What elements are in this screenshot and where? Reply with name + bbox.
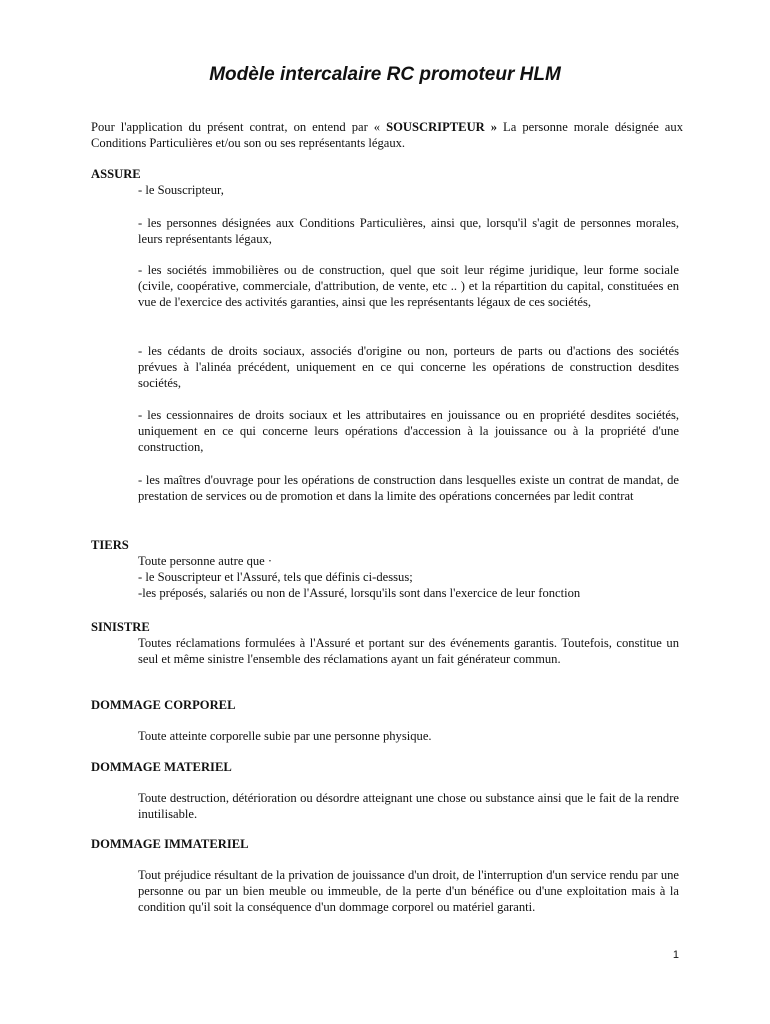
document-title: Modèle intercalaire RC promoteur HLM [209,64,561,85]
sinistre-definition: Toutes réclamations formulées à l'Assuré et portant sur des événements garantis. Toutefois, constitue un seul et même sinistre l'ensemble des réclamations ayant un fait générateur commun. [138,636,679,666]
intro-paragraph [91,119,683,151]
dommage-immateriel-definition: Tout préjudice résultant de la privation de jouissance d'un droit, de l'interruption d'un service rendu par une personne ou par un bien meuble ou immeuble, de la perte d'un bénéfice ou d'une exploitation mais à la condition qu'il soit la conséquence d'un dommage corporel ou matériel garanti. [138,868,679,914]
intro-defined-term: SOUSCRIPTEUR » [386,120,498,134]
assure-item-4: - les cédants de droits sociaux, associés d'origine ou non, porteurs de parts ou d'actions des sociétés prévues à l'alinéa précédent, uniquement en ce qui concerne les opérations de construction desdites sociétés, [138,344,679,390]
heading-dommage-corporel: DOMMAGE CORPOREL [91,698,236,712]
heading-dommage-immateriel: DOMMAGE IMMATERIEL [91,837,249,851]
heading-dommage-materiel: DOMMAGE MATERIEL [91,760,232,774]
heading-sinistre: SINISTRE [91,620,150,634]
heading-tiers: TIERS [91,538,129,552]
assure-item-6: - les maîtres d'ouvrage pour les opérations de construction dans lesquelles existe un contrat de mandat, de prestation de services ou de promotion et dans la limite des opérations concernées par ledit contrat [138,473,679,503]
assure-item-1: - le Souscripteur, [138,183,224,197]
tiers-line-1: Toute personne autre que · [138,554,273,568]
intro-text-before: Pour l'application du présent contrat, on entend par « [91,120,387,134]
tiers-line-2: - le Souscripteur et l'Assuré, tels que définis ci-dessus; [138,570,413,584]
dommage-materiel-definition: Toute destruction, détérioration ou désordre atteignant une chose ou substance ainsi que le fait de la rendre inutilisable. [138,791,679,821]
page-number: 1 [672,949,679,961]
assure-item-3: - les sociétés immobilières ou de construction, quel que soit leur régime juridique, leur forme sociale (civile, coopérative, commerciale, d'attribution, de vente, etc .. ) et la répartition du capital, constituées en vue de l'exercice des activités garanties, ainsi que les représentants légaux de ces sociétés, [138,263,679,309]
tiers-line-3: -les préposés, salariés ou non de l'Assuré, lorsqu'ils sont dans l'exercice de leur fonction [138,586,581,600]
heading-assure: ASSURE [91,167,141,181]
assure-item-2: - les personnes désignées aux Conditions Particulières, ainsi que, lorsqu'il s'agit de personnes morales, leurs représentants légaux, [138,216,679,246]
dommage-corporel-definition: Toute atteinte corporelle subie par une personne physique. [138,729,432,743]
intro-text-after: La personne morale désignée aux Conditions Particulières et/ou son ou ses représentants légaux. [91,120,683,150]
assure-item-5: - les cessionnaires de droits sociaux et les attributaires en jouissance ou en propriété desdites sociétés, uniquement en ce qui concerne leurs opérations d'accession à la jouissance ou à la propriété d'une construction, [138,408,679,454]
